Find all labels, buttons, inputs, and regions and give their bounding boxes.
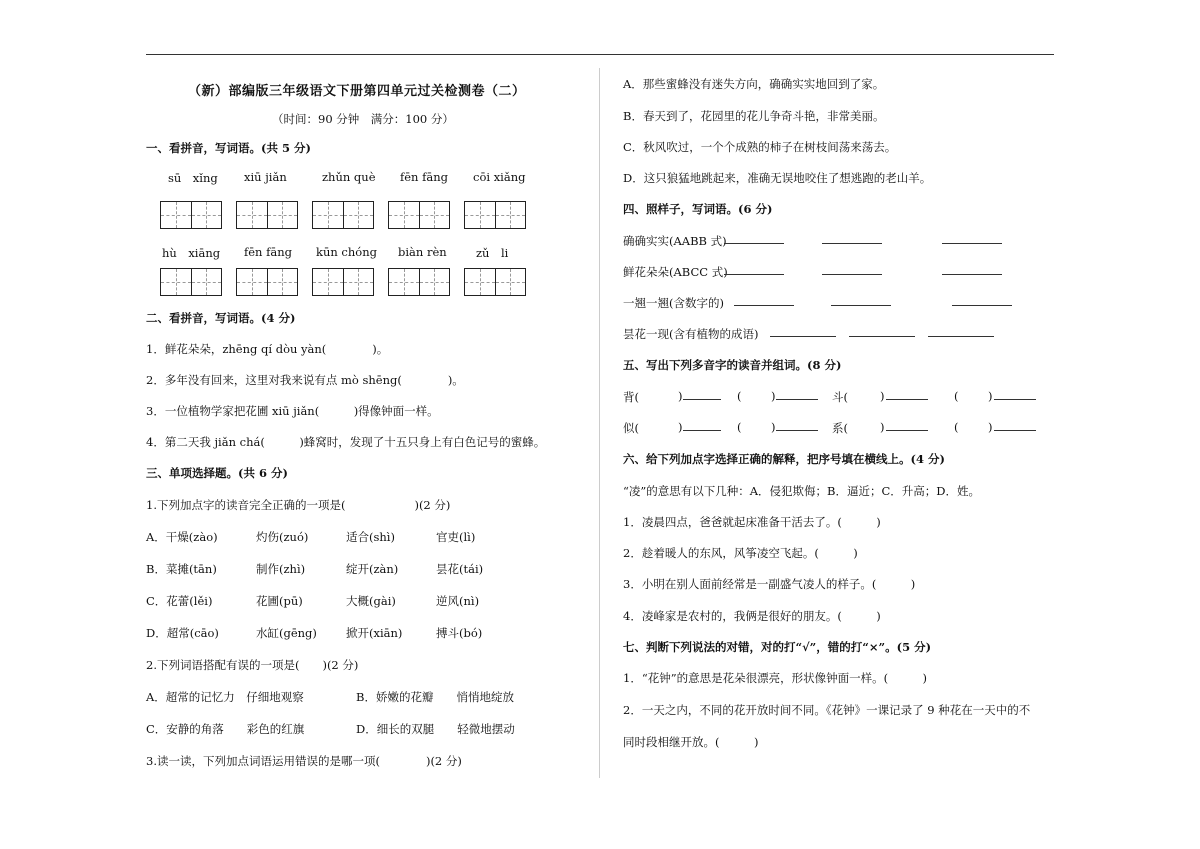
writing-grid[interactable] [464,268,526,296]
top-rule [146,54,1054,55]
answer-line[interactable] [724,243,784,244]
option: A．那些蜜蜂没有迷失方向，确确实实地回到了家。 [623,77,885,91]
example-word: 昙花一现(含有植物的成语) [623,327,759,341]
answer-line[interactable] [994,430,1036,431]
paren-open: ( [954,420,959,434]
option: 制作(zhì) [256,562,306,576]
paren-close: ) [771,420,776,434]
question-item: 1．鲜花朵朵，zhēng qí dòu yàn( )。 [146,342,389,356]
polyphone-char: 斗( [832,390,848,404]
question-item: 3．一位植物学家把花圃 xiū jiǎn( )得像钟面一样。 [146,404,439,418]
answer-line[interactable] [683,399,721,400]
writing-grid[interactable] [160,268,222,296]
option: 水缸(gēng) [256,626,317,640]
answer-line[interactable] [952,305,1012,306]
option: 掀开(xiān) [346,626,403,640]
pinyin: sū xǐng [168,171,218,185]
polyphone-char: 系( [832,421,848,435]
paren-close: ) [678,420,683,434]
pinyin: biàn rèn [398,245,447,259]
option: D．细长的双腿 轻微地摆动 [356,722,515,736]
option: 大概(gài) [346,594,396,608]
option: B．春天到了，花园里的花儿争奇斗艳，非常美丽。 [623,109,885,123]
option: C．秋风吹过，一个个成熟的柿子在树枝间荡来荡去。 [623,140,897,154]
section-2-heading: 二、看拼音，写词语。(4 分) [146,311,296,325]
answer-line[interactable] [776,399,818,400]
section-5-heading: 五、写出下列多音字的读音并组词。(8 分) [623,358,842,372]
question-3: 3.读一读，下列加点词语运用错误的是哪一项( )(2 分) [146,754,462,768]
question-2: 2.下列词语搭配有误的一项是( )(2 分) [146,658,359,672]
option: B．娇嫩的花瓣 悄悄地绽放 [356,690,514,704]
polyphone-char: 似( [623,421,639,435]
answer-line[interactable] [822,274,882,275]
paren-close: ) [988,389,993,403]
answer-line[interactable] [734,305,794,306]
option: A．干燥(zào) [146,530,218,544]
polyphone-char: 背( [623,390,639,404]
pinyin: zhǔn què [322,170,376,184]
writing-grid[interactable] [160,201,222,229]
paren-close: ) [771,389,776,403]
answer-line[interactable] [994,399,1036,400]
option: 官吏(lì) [436,530,476,544]
option: B．菜摊(tān) [146,562,217,576]
writing-grid[interactable] [312,268,374,296]
question-item: 4．凌峰家是农村的，我俩是很好的朋友。( ) [623,609,881,623]
answer-line[interactable] [831,305,891,306]
option: C．花蕾(lěi) [146,594,213,608]
answer-line[interactable] [776,430,818,431]
definition-list: “凌”的意思有以下几种：A．侵犯欺侮；B．逼近；C．升高；D．姓。 [623,484,981,498]
option: 昙花(tái) [436,562,484,576]
writing-grid[interactable] [236,268,298,296]
writing-grid[interactable] [388,268,450,296]
example-word: 确确实实(AABB 式) [623,234,727,248]
example-word: 一翘一翘(含数字的) [623,296,724,310]
option: 灼伤(zuó) [256,530,309,544]
pinyin: zǔ li [476,246,509,260]
paren-close: ) [880,389,885,403]
question-item: 3．小明在别人面前经常是一副盛气凌人的样子。( ) [623,577,916,591]
option: D．这只狼猛地跳起来，准确无误地咬住了想逃跑的老山羊。 [623,171,932,185]
section-6-heading: 六、给下列加点字选择正确的解释，把序号填在横线上。(4 分) [623,452,945,466]
question-item: 2．多年没有回来，这里对我来说有点 mò shēng( )。 [146,373,464,387]
answer-line[interactable] [724,274,784,275]
section-4-heading: 四、照样子，写词语。(6 分) [623,202,773,216]
paren-open: ( [737,420,742,434]
question-item: 2．趁着暖人的东风，风筝凌空飞起。( ) [623,546,858,560]
example-word: 鲜花朵朵(ABCC 式) [623,265,728,279]
paren-close: ) [988,420,993,434]
option: 搏斗(bó) [436,626,483,640]
exam-info: （时间：90 分钟 满分：100 分） [272,112,454,126]
writing-grid[interactable] [464,201,526,229]
question-item: 2．一天之内，不同的花开放时间不同。《花钟》一课记录了 9 种花在一天中的不 [623,703,1031,717]
pinyin: fēn fāng [400,170,449,184]
question-item: 4．第二天我 jiǎn chá( )蜂窝时，发现了十五只身上有白色记号的蜜蜂。 [146,435,546,449]
paren-close: ) [880,420,885,434]
answer-line[interactable] [942,243,1002,244]
question-item: 1．“花钟”的意思是花朵很漂亮，形状像钟面一样。( ) [623,671,928,685]
question-item: 1．凌晨四点，爸爸就起床准备干活去了。( ) [623,515,881,529]
pinyin: hù xiāng [162,246,221,260]
pinyin: kūn chóng [316,245,377,259]
answer-line[interactable] [683,430,721,431]
pinyin: xiū jiǎn [244,170,287,184]
section-3-heading: 三、单项选择题。(共 6 分) [146,466,288,480]
question-1: 1.下列加点字的读音完全正确的一项是( )(2 分) [146,498,451,512]
column-divider [599,68,600,778]
option: 逆风(nì) [436,594,480,608]
option: C．安静的角落 彩色的红旗 [146,722,305,736]
answer-line[interactable] [928,336,994,337]
writing-grid[interactable] [236,201,298,229]
answer-line[interactable] [822,243,882,244]
paren-open: ( [737,389,742,403]
option: A．超常的记忆力 仔细地观察 [146,690,304,704]
pinyin: fēn fāng [244,245,293,259]
option: D．超常(cāo) [146,626,219,640]
answer-line[interactable] [886,399,928,400]
writing-grid[interactable] [388,201,450,229]
option: 适合(shì) [346,530,395,544]
answer-line[interactable] [849,336,915,337]
option: 绽开(zàn) [346,562,399,576]
answer-line[interactable] [942,274,1002,275]
paren-open: ( [954,389,959,403]
section-1-heading: 一、看拼音，写词语。(共 5 分) [146,141,311,155]
option: 花圃(pū) [256,594,303,608]
section-7-heading: 七、判断下列说法的对错，对的打“√”，错的打“×”。(5 分) [623,640,932,654]
question-item-continued: 同时段相继开放。( ) [623,735,759,749]
pinyin: cōi xiǎng [473,170,526,184]
paren-close: ) [678,389,683,403]
answer-line[interactable] [770,336,836,337]
answer-line[interactable] [886,430,928,431]
page-title: （新）部编版三年级语文下册第四单元过关检测卷（二） [188,84,526,99]
writing-grid[interactable] [312,201,374,229]
